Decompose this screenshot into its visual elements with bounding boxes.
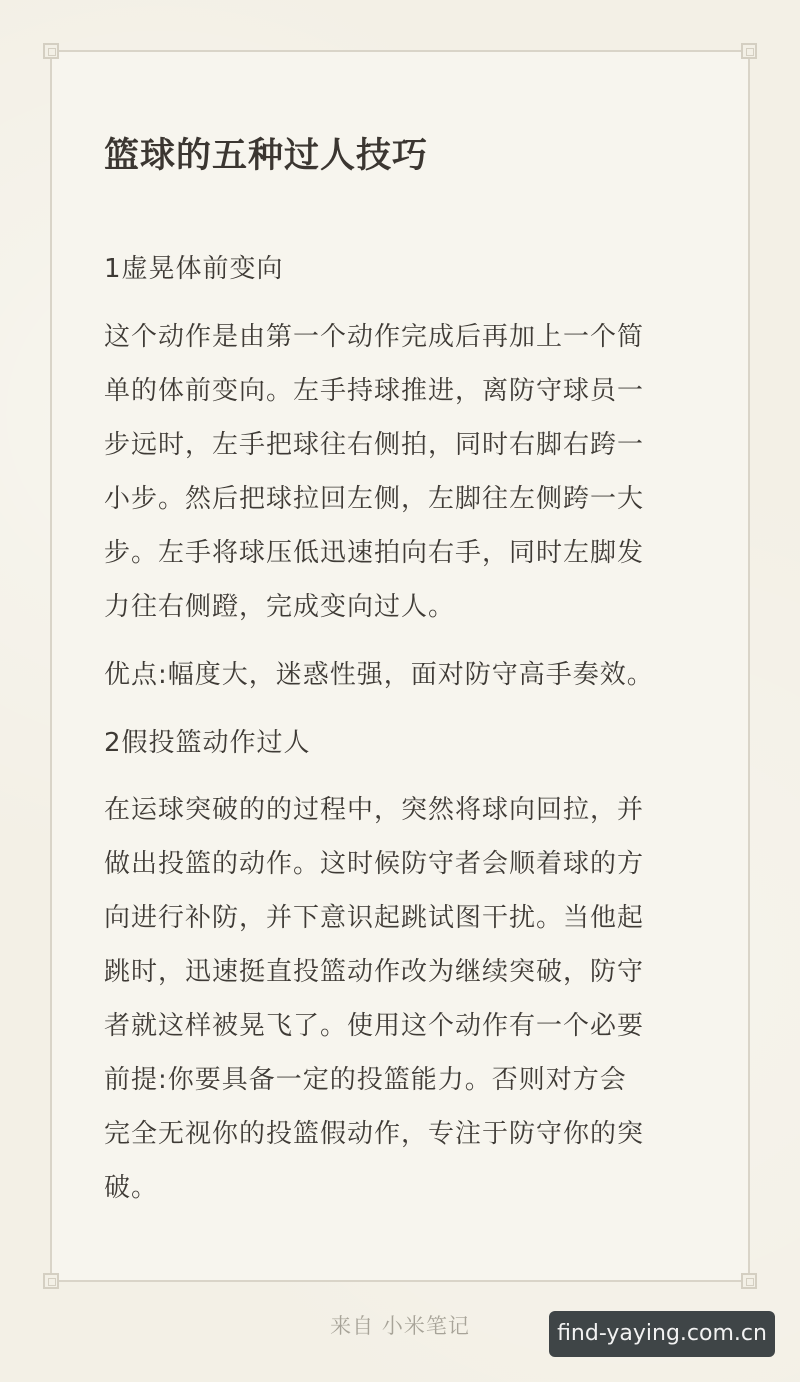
- section-heading: 2假投篮动作过人: [104, 728, 311, 758]
- paragraph-line: 前提:你要具备一定的投篮能力。否则对方会: [104, 1065, 627, 1095]
- paragraph-line: 在运球突破的的过程中，突然将球向回拉，并: [104, 795, 645, 825]
- paragraph-line: 做出投篮的动作。这时候防守者会顺着球的方: [104, 849, 645, 879]
- note-title: 篮球的五种过人技巧: [104, 136, 429, 176]
- section-paragraph: [104, 783, 704, 1215]
- paragraph-line: 这个动作是由第一个动作完成后再加上一个简: [104, 322, 645, 352]
- paragraph-line: 单的体前变向。左手持球推进，离防守球员一: [104, 376, 645, 406]
- paragraph-line: 完全无视你的投篮假动作，专注于防守你的突: [104, 1119, 645, 1149]
- paragraph-line: 向进行补防，并下意识起跳试图干扰。当他起: [104, 903, 645, 933]
- frame-corner-ornament: [741, 1273, 757, 1289]
- section-heading: 1虚晃体前变向: [104, 254, 284, 284]
- paragraph-line: 跳时，迅速挺直投篮动作改为继续突破，防守: [104, 957, 645, 987]
- paragraph-line: 力往右侧蹬，完成变向过人。: [104, 592, 456, 622]
- paragraph-line: 步远时，左手把球往右侧拍，同时右脚右跨一: [104, 430, 645, 460]
- section-paragraph: [104, 310, 704, 634]
- frame-corner-ornament: [43, 1273, 59, 1289]
- paragraph-line: 小步。然后把球拉回左侧，左脚往左侧跨一大: [104, 484, 645, 514]
- note-source-label: 来自 小米笔记: [330, 1314, 470, 1338]
- frame-corner-ornament: [741, 43, 757, 59]
- site-watermark: find-yaying.com.cn: [549, 1311, 775, 1357]
- paragraph-line: 步。左手将球压低迅速拍向右手，同时左脚发: [104, 538, 645, 568]
- paragraph-line: 者就这样被晃飞了。使用这个动作有一个必要: [104, 1011, 645, 1041]
- paragraph-line: 破。: [104, 1173, 159, 1203]
- frame-corner-ornament: [43, 43, 59, 59]
- advantage-text: 优点:幅度大，迷惑性强，面对防守高手奏效。: [104, 660, 654, 690]
